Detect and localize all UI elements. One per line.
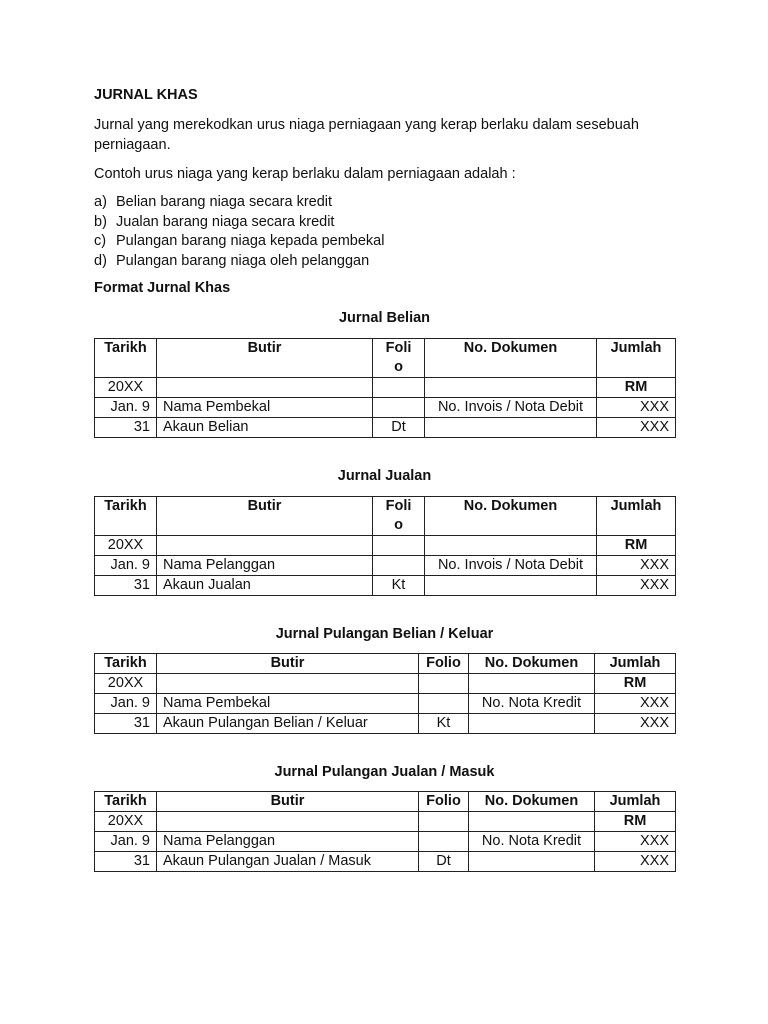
table-title-pulangan-jualan: Jurnal Pulangan Jualan / Masuk bbox=[274, 764, 495, 780]
cell-tarikh: 31 bbox=[95, 852, 157, 872]
cell-jumlah: RM bbox=[597, 536, 676, 556]
col-header-dokumen: No. Dokumen bbox=[469, 654, 595, 674]
journal-table-jualan bbox=[94, 496, 676, 596]
cell-dokumen: No. Nota Kredit bbox=[469, 694, 595, 714]
table-row bbox=[95, 714, 676, 734]
cell-folio bbox=[373, 398, 425, 418]
col-header-butir: Butir bbox=[157, 654, 419, 674]
cell-butir bbox=[157, 812, 419, 832]
col-header-butir: Butir bbox=[157, 339, 373, 378]
example-intro: Contoh urus niaga yang kerap berlaku dalam perniagaan adalah : bbox=[94, 166, 516, 182]
col-header-tarikh: Tarikh bbox=[95, 339, 157, 378]
table-row bbox=[95, 852, 676, 872]
list-item-text: Jualan barang niaga secara kredit bbox=[116, 213, 335, 230]
cell-tarikh: 20XX bbox=[95, 536, 157, 556]
cell-jumlah: XXX bbox=[597, 398, 676, 418]
intro-paragraph: Jurnal yang merekodkan urus niaga perniagaan yang kerap berlaku dalam sesebuah perniagaan. bbox=[94, 117, 639, 153]
col-header-dokumen: No. Dokumen bbox=[425, 339, 597, 378]
col-header-jumlah: Jumlah bbox=[597, 497, 676, 536]
list-marker: d) bbox=[94, 252, 107, 269]
cell-dokumen: No. Nota Kredit bbox=[469, 832, 595, 852]
col-header-folio: Foli o bbox=[373, 339, 425, 378]
table-title-pulangan-belian: Jurnal Pulangan Belian / Keluar bbox=[275, 626, 494, 642]
cell-tarikh: Jan. 9 bbox=[95, 694, 157, 714]
cell-jumlah: XXX bbox=[595, 852, 676, 872]
cell-folio bbox=[419, 832, 469, 852]
col-header-dokumen: No. Dokumen bbox=[425, 497, 597, 536]
table-row bbox=[95, 398, 676, 418]
col-header-tarikh: Tarikh bbox=[95, 497, 157, 536]
cell-butir bbox=[157, 674, 419, 694]
cell-dokumen bbox=[469, 714, 595, 734]
cell-jumlah: XXX bbox=[597, 418, 676, 438]
cell-folio bbox=[373, 378, 425, 398]
cell-butir: Nama Pembekal bbox=[157, 398, 373, 418]
cell-folio bbox=[419, 812, 469, 832]
cell-dokumen bbox=[425, 576, 597, 596]
list-item-text: Pulangan barang niaga kepada pembekal bbox=[116, 233, 385, 249]
table-row bbox=[95, 378, 676, 398]
cell-tarikh: 31 bbox=[95, 418, 157, 438]
cell-folio bbox=[373, 556, 425, 576]
list-item bbox=[94, 193, 384, 213]
cell-folio bbox=[373, 536, 425, 556]
cell-jumlah: XXX bbox=[595, 694, 676, 714]
col-header-butir: Butir bbox=[157, 792, 419, 812]
col-header-folio: Folio bbox=[419, 792, 469, 812]
cell-dokumen bbox=[425, 418, 597, 438]
col-header-tarikh: Tarikh bbox=[95, 792, 157, 812]
cell-folio: Dt bbox=[419, 852, 469, 872]
cell-folio: Kt bbox=[419, 714, 469, 734]
cell-jumlah: XXX bbox=[597, 576, 676, 596]
col-header-dokumen: No. Dokumen bbox=[469, 792, 595, 812]
cell-butir: Akaun Pulangan Belian / Keluar bbox=[157, 714, 419, 734]
table-row bbox=[95, 694, 676, 714]
table-row bbox=[95, 536, 676, 556]
cell-dokumen: No. Invois / Nota Debit bbox=[425, 398, 597, 418]
table-header-row bbox=[95, 339, 676, 378]
cell-folio bbox=[419, 694, 469, 714]
table-header-row bbox=[95, 792, 676, 812]
list-item-text: Pulangan barang niaga oleh pelanggan bbox=[116, 252, 370, 269]
cell-tarikh: 20XX bbox=[95, 378, 157, 398]
cell-jumlah: XXX bbox=[595, 714, 676, 734]
cell-folio bbox=[419, 674, 469, 694]
cell-tarikh: 20XX bbox=[95, 812, 157, 832]
cell-butir: Akaun Pulangan Jualan / Masuk bbox=[157, 852, 419, 872]
cell-tarikh: Jan. 9 bbox=[95, 832, 157, 852]
table-row bbox=[95, 418, 676, 438]
col-header-butir: Butir bbox=[157, 497, 373, 536]
cell-jumlah: XXX bbox=[597, 556, 676, 576]
cell-butir bbox=[157, 536, 373, 556]
cell-jumlah: XXX bbox=[595, 832, 676, 852]
cell-folio: Dt bbox=[373, 418, 425, 438]
cell-butir: Akaun Belian bbox=[157, 418, 373, 438]
journal-table-pulangan-belian bbox=[94, 653, 676, 734]
table-row bbox=[95, 674, 676, 694]
table-row bbox=[95, 556, 676, 576]
table-title-jualan: Jurnal Jualan bbox=[337, 468, 432, 484]
list-marker: c) bbox=[94, 233, 107, 249]
cell-butir bbox=[157, 378, 373, 398]
page-title: JURNAL KHAS bbox=[94, 87, 198, 103]
journal-table-belian bbox=[94, 338, 676, 438]
cell-jumlah: RM bbox=[597, 378, 676, 398]
cell-jumlah: RM bbox=[595, 812, 676, 832]
cell-jumlah: RM bbox=[595, 674, 676, 694]
transaction-list bbox=[94, 193, 384, 271]
list-item bbox=[94, 252, 384, 272]
cell-tarikh: Jan. 9 bbox=[95, 398, 157, 418]
table-header-row bbox=[95, 654, 676, 674]
cell-dokumen bbox=[469, 674, 595, 694]
col-header-folio: Foli o bbox=[373, 497, 425, 536]
list-marker: a) bbox=[94, 194, 107, 210]
col-header-jumlah: Jumlah bbox=[597, 339, 676, 378]
list-item-text: Belian barang niaga secara kredit bbox=[116, 194, 333, 210]
table-row bbox=[95, 832, 676, 852]
col-header-jumlah: Jumlah bbox=[595, 792, 676, 812]
cell-dokumen bbox=[469, 852, 595, 872]
cell-folio: Kt bbox=[373, 576, 425, 596]
list-item bbox=[94, 232, 384, 252]
col-header-folio: Folio bbox=[419, 654, 469, 674]
table-row bbox=[95, 812, 676, 832]
cell-tarikh: Jan. 9 bbox=[95, 556, 157, 576]
table-header-row bbox=[95, 497, 676, 536]
cell-tarikh: 31 bbox=[95, 576, 157, 596]
cell-dokumen bbox=[425, 536, 597, 556]
list-item bbox=[94, 213, 384, 233]
col-header-jumlah: Jumlah bbox=[595, 654, 676, 674]
cell-butir: Nama Pembekal bbox=[157, 694, 419, 714]
cell-tarikh: 20XX bbox=[95, 674, 157, 694]
table-row bbox=[95, 576, 676, 596]
cell-butir: Akaun Jualan bbox=[157, 576, 373, 596]
cell-dokumen: No. Invois / Nota Debit bbox=[425, 556, 597, 576]
col-header-tarikh: Tarikh bbox=[95, 654, 157, 674]
cell-tarikh: 31 bbox=[95, 714, 157, 734]
cell-butir: Nama Pelanggan bbox=[157, 556, 373, 576]
cell-butir: Nama Pelanggan bbox=[157, 832, 419, 852]
cell-dokumen bbox=[425, 378, 597, 398]
cell-dokumen bbox=[469, 812, 595, 832]
table-title-belian: Jurnal Belian bbox=[338, 310, 431, 326]
list-marker: b) bbox=[94, 213, 107, 230]
format-heading: Format Jurnal Khas bbox=[94, 280, 231, 296]
journal-table-pulangan-jualan bbox=[94, 791, 676, 872]
